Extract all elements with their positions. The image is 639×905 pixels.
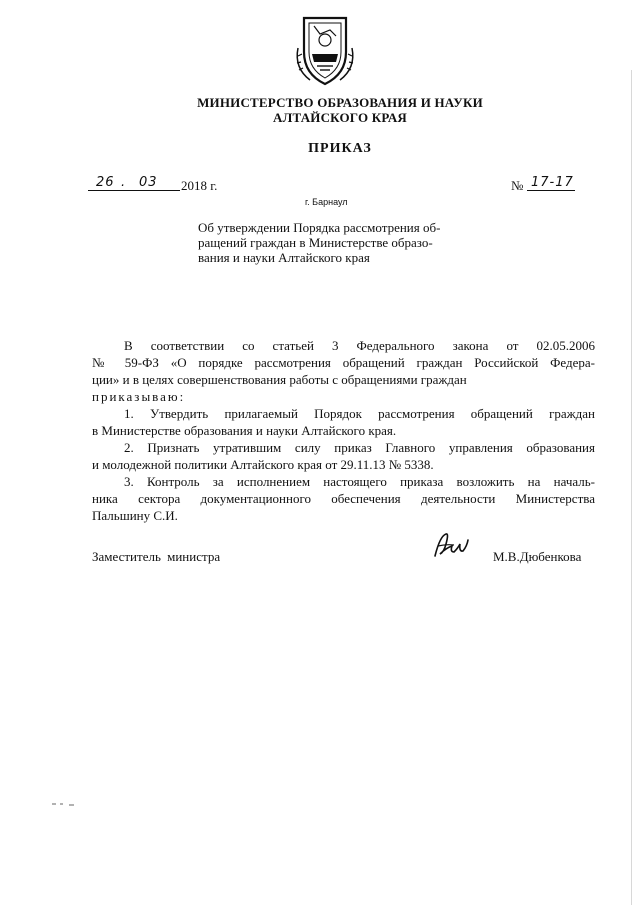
subject-line: ращений граждан в Министерстве образо- [198,235,433,250]
ministry-name-line2: АЛТАЙСКОГО КРАЯ [273,110,407,125]
ministry-name-line1: МИНИСТЕРСТВО ОБРАЗОВАНИЯ И НАУКИ [197,95,483,110]
body-line: 3. Контроль за исполнением настоящего приказа возложить на началь- [124,474,595,489]
body-line: 1. Утвердить прилагаемый Порядок рассмотрения обращений граждан [124,406,595,421]
order-number-value: 17-17 [531,175,574,190]
date-separator: . [121,175,127,190]
order-subject [198,220,482,265]
body-line: 2. Признать утратившим силу приказ Главного управления образования [124,440,595,455]
city: г. Барнаул [305,197,348,207]
date-month: 03 [139,175,158,190]
body-line: В соответствии со статьей 3 Федерального закона от 02.05.2006 [124,338,595,353]
subject-line: вания и науки Алтайского края [198,250,370,265]
order-number-underline [527,190,575,191]
date-day: 26 [96,175,115,190]
body-line: в Министерстве образования и науки Алтайского края. [92,423,397,438]
body-line: Пальшину С.И. [92,508,178,523]
altai-krai-coat-of-arms-icon [290,8,360,88]
signer-title: Заместитель министра [92,549,221,564]
date-year: 2018 г. [181,178,218,193]
body-line: ции» и в целях совершенствования работы с обращениями граждан [92,372,467,387]
handwritten-signature-icon [432,530,470,560]
subject-line: Об утверждении Порядка рассмотрения об- [198,220,441,235]
body-line: № 59-ФЗ «О порядке рассмотрения обращений граждан Российской Федера- [92,355,595,370]
scan-artifact [50,800,80,808]
body-line-order-word: приказываю: [92,389,186,404]
document-type: ПРИКАЗ [308,141,372,156]
page-edge-line [631,70,632,905]
date-underline [88,190,180,191]
body-line: и молодежной политики Алтайского края от 29.11.13 № 5338. [92,457,434,472]
body-line: ника сектора документационного обеспечения деятельности Министерства [92,491,595,506]
order-number-label: № [511,178,524,193]
order-body [92,337,595,524]
signer-name: М.В.Дюбенкова [493,549,582,564]
